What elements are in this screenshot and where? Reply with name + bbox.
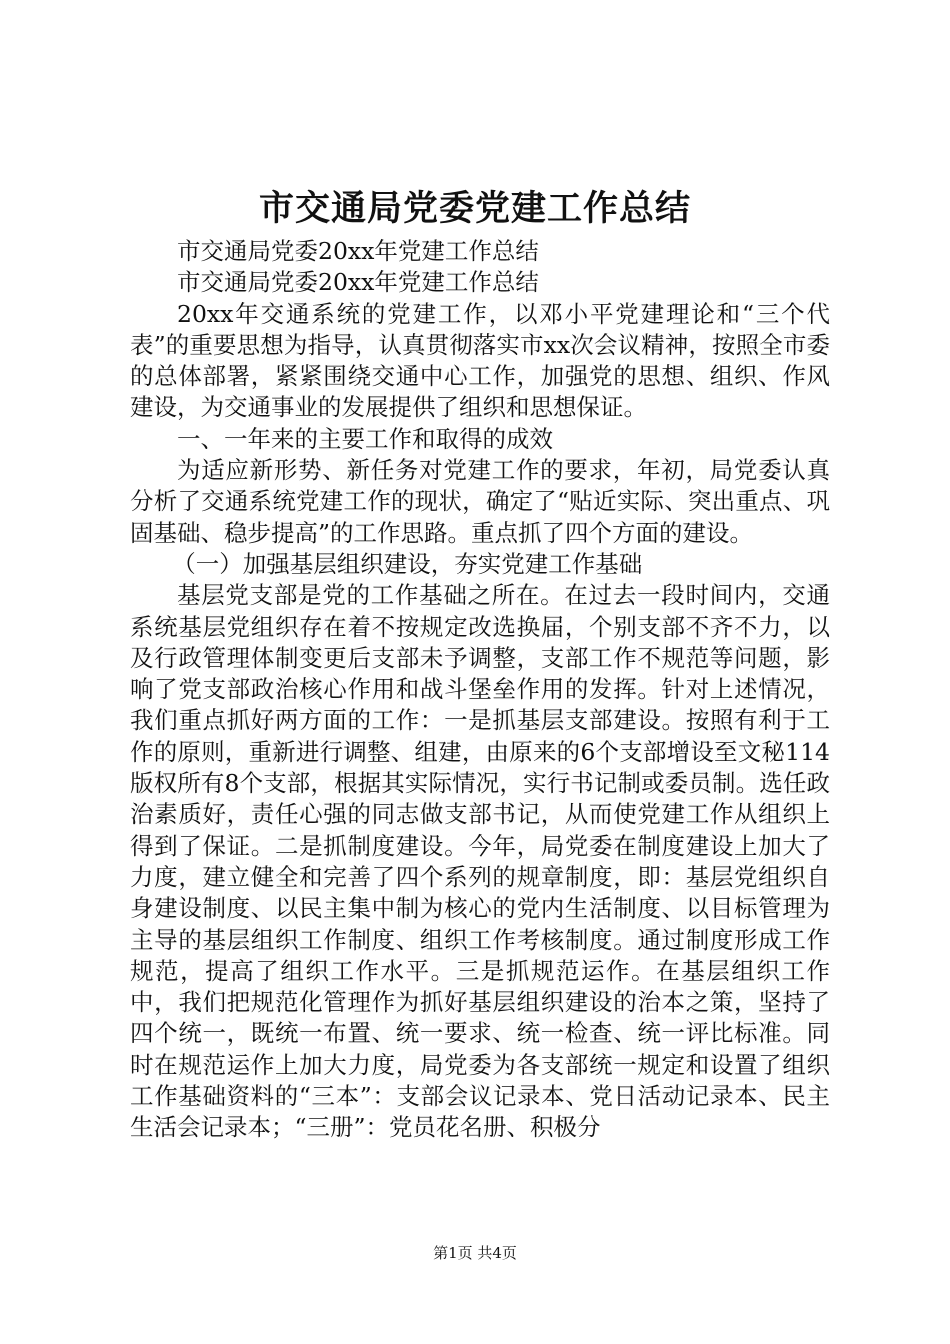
paragraph-intro: 20xx年交通系统的党建工作，以邓小平党建理论和“三个代表”的重要思想为指导，认真贯彻落实市xx次会议精神，按照全市委的总体部署，紧紧围绕交通中心工作，加强党的思想、组织、作风建设，为交通事业的发展提供了组织和思想保证。: [130, 299, 830, 422]
paragraph-subtitle-1: 市交通局党委20xx年党建工作总结: [177, 237, 539, 265]
document-title: 市交通局党委党建工作总结: [258, 188, 691, 229]
page-footer: 第1页 共4页: [433, 1244, 517, 1262]
section-heading-1: 一、一年来的主要工作和取得的成效: [177, 424, 553, 453]
paragraph-subtitle-2: 市交通局党委20xx年党建工作总结: [177, 268, 539, 297]
paragraph-grassroots: 基层党支部是党的工作基础之所在。在过去一段时间内，交通系统基层党组织存在着不按规定改选换届，个别支部不齐不力，以及行政管理体制变更后支部未予调整，支部工作不规范等问题，影响了党支部政治核心作用和战斗堡垒作用的发挥。针对上述情况，我们重点抓好两方面的工作：一是抓基层支部建设。按照有利于工作的原则，重新进行调整、组建，由原来的6个支部增设至文秘114版权所有8个支部，根据其实际情况，实行书记制或委员制。选任政治素质好，责任心强的同志做支部书记，从而使党建工作从组织上得到了保证。二是抓制度建设。今年，局党委在制度建设上加大了力度，建立健全和完善了四个系列的规章制度，即：基层党组织自身建设制度、以民主集中制为核心的党内生活制度、以目标管理为主导的基层组织工作制度、组织工作考核制度。通过制度形成工作规范，提高了组织工作水平。三是抓规范运作。在基层组织工作中，我们把规范化管理作为抓好基层组织建设的治本之策，坚持了四个统一，既统一布置、统一要求、统一检查、统一评比标准。同时在规范运作上加大力度，局党委为各支部统一规定和设置了组织工作基础资料的“三本”：支部会议记录本、党日活动记录本、民主生活会记录本；“三册”：党员花名册、积极分: [130, 581, 830, 1142]
document-body: [130, 236, 830, 1144]
paragraph-overview: 为适应新形势、新任务对党建工作的要求，年初，局党委认真分析了交通系统党建工作的现状，确定了“贴近实际、突出重点、巩固基础、稳步提高”的工作思路。重点抓了四个方面的建设。: [130, 456, 830, 547]
subsection-heading-1: （一）加强基层组织建设，夯实党建工作基础: [172, 549, 643, 578]
